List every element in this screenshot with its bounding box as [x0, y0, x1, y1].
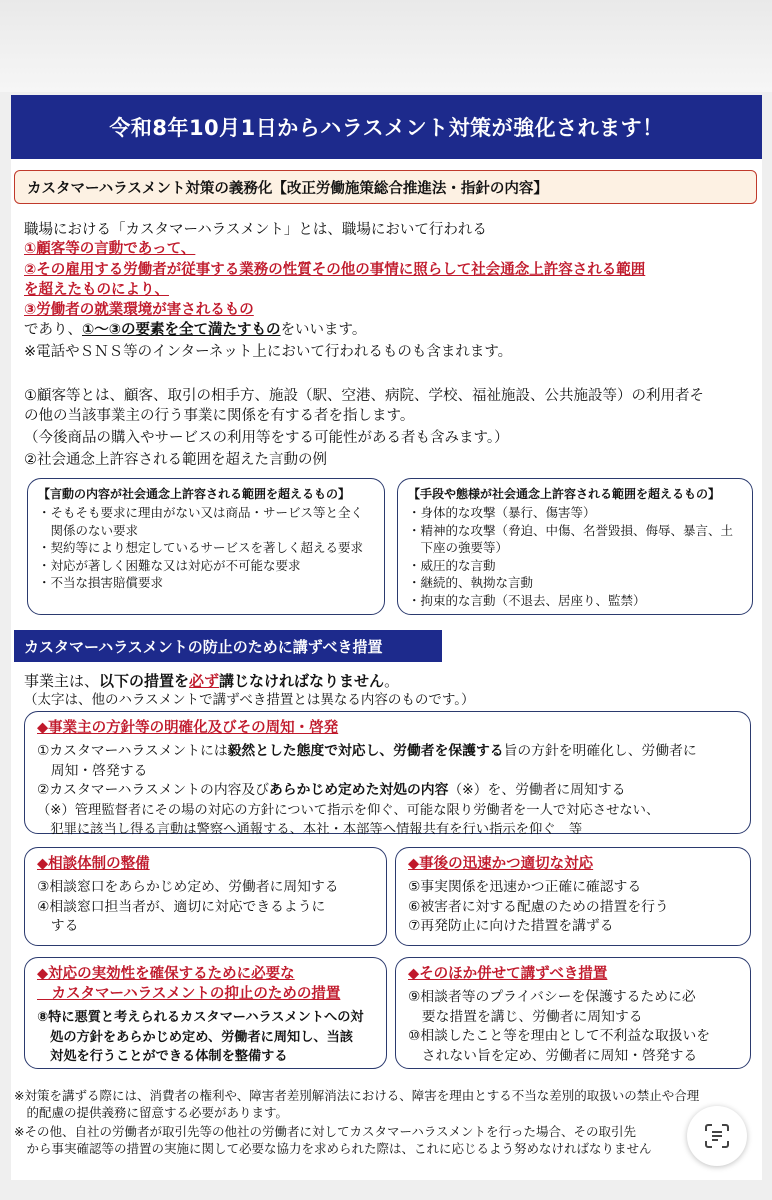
- list-item: ⑥被害者に対する配慮のための措置を行う: [408, 898, 669, 915]
- measure-box-policy: [24, 711, 751, 837]
- footnote-1b: 的配慮の提供義務に留意する必要があります。: [14, 1105, 289, 1120]
- list-item: ⑧特に悪質と考えられるカスタマーハラスメントへの対: [37, 1010, 364, 1025]
- definition-line: であり、①～③の要素を全て満たすものをいいます。: [24, 322, 367, 338]
- list-item: ・拘束的な言動（不退去、居座り、監禁）: [408, 592, 646, 608]
- must-emphasis: 必ず: [189, 672, 220, 690]
- top-bar: [0, 0, 772, 92]
- bold-note: （太字は、他のハラスメントで講ずべき措置とは異なる内容のものです。）: [24, 692, 475, 708]
- text-scan-button[interactable]: [687, 1106, 747, 1166]
- example-box-content: [27, 478, 385, 615]
- example-box-method-title: 【手段や態様が社会通念上許容される範囲を超えるもの】: [408, 487, 721, 501]
- list-item: ・精神的な攻撃（脅迫、中傷、名誉毀損、侮辱、暴言、土: [408, 522, 734, 538]
- list-item: 処の方針をあらかじめ定め、労働者に周知し、当該: [37, 1029, 353, 1045]
- list-item: 周知・啓発する: [37, 762, 148, 779]
- list-item: ⑦再発防止に向けた措置を講ずる: [408, 918, 614, 934]
- definition-bold: ①～③の要素を全て満たすもの: [82, 322, 281, 338]
- list-item: ⑨相談者等のプライバシーを保護するために必: [408, 989, 696, 1005]
- measure-box-deterrence: [24, 957, 387, 1069]
- explanation-1c: （今後商品の購入やサービスの利用等をする可能性がある者も含みます。）: [24, 430, 509, 446]
- list-item: ②カスタマーハラスメントの内容及びあらかじめ定めた対処の内容（※）を、労働者に周知する: [37, 782, 626, 798]
- list-item: されない旨を定め、労働者に周知・啓発する: [408, 1047, 698, 1064]
- explanation-1a: ①顧客等とは、顧客、取引の相手方、施設（駅、空港、病院、学校、福祉施設、公共施設等）の利用者そ: [24, 388, 704, 404]
- list-item: ・そもそも要求に理由がない又は商品・サービス等と全く: [38, 505, 364, 520]
- requirement-1: ①顧客等の言動であって、: [24, 241, 196, 257]
- measure-other-title: ◆そのほか併せて講ずべき措置: [408, 966, 608, 982]
- sns-note: ※電話やＳＮＳ等のインターネット上において行われるものも含まれます。: [24, 344, 513, 360]
- list-item: 要な措置を講じ、労働者に周知する: [408, 1008, 643, 1025]
- employer-obligation: 事業主は、以下の措置を必ず講じなければなりません。: [24, 672, 400, 690]
- measure-box-response: [395, 847, 751, 946]
- measure-box-other: [395, 957, 751, 1069]
- intro-text: 職場における「カスタマーハラスメント」とは、職場において行われる: [24, 222, 487, 238]
- requirement-2a: ②その雇用する労働者が従事する業務の性質その他の事情に照らして社会通念上許容される範囲: [24, 262, 646, 278]
- list-item: 関係のない要求: [38, 522, 139, 538]
- footnote-2a: ※その他、自社の労働者が取引先等の他社の労働者に対してカスタマーハラスメントを行った場合、その取引先: [14, 1124, 636, 1139]
- footnote-1a: ※対策を講ずる際には、消費者の権利や、障害者差別解消法における、障害を理由とする不当な差別的取扱いの禁止や合理: [14, 1088, 700, 1103]
- text-scan-icon: [703, 1122, 731, 1150]
- list-item: ①カスタマーハラスメントには毅然とした態度で対応し、労働者を保護する旨の方針を明確化し、労働者に: [37, 743, 697, 759]
- measure-box-consultation: [24, 847, 387, 946]
- list-item: 対処を行うことができる体制を整備する: [37, 1049, 288, 1064]
- document-page: [11, 95, 762, 1180]
- list-item: ・威圧的な言動: [408, 557, 496, 573]
- explanation-1b: の他の当該事業主の行う事業に関係を有する者を指します。: [24, 408, 415, 424]
- footnote-2b: から事実確認等の措置の実施に関して必要な協力を求められた際は、これに応じるよう努めなければなりません: [14, 1141, 652, 1156]
- example-box-content-title: 【言動の内容が社会通念上許容される範囲を超えるもの】: [38, 487, 351, 501]
- measure-response-title: ◆事後の迅速かつ適切な対応: [408, 856, 594, 872]
- example-box-method: [397, 478, 753, 615]
- list-item: （※）管理監督者にその場の対応の方針について指示を仰ぐ、可能な限り労働者を一人で対応させない、: [37, 802, 660, 818]
- document-title: 令和8年10月1日からハラスメント対策が強化されます！: [11, 95, 762, 159]
- requirement-2b: を超えたものにより、: [24, 282, 169, 298]
- explanation-2: ②社会通念上許容される範囲を超えた言動の例: [24, 452, 327, 468]
- list-item: ⑩相談したこと等を理由として不利益な取扱いを: [408, 1028, 711, 1044]
- list-item: 下座の強要等）: [408, 540, 509, 555]
- list-item: ・身体的な攻撃（暴行、傷害等）: [408, 505, 596, 520]
- list-item: ・対応が著しく困難な又は対応が不可能な要求: [38, 557, 301, 573]
- list-item: する: [37, 918, 79, 934]
- list-item: ・契約等により想定しているサービスを著しく超える要求: [38, 540, 364, 555]
- section-header-measures: カスタマーハラスメントの防止のために講ずべき措置: [14, 630, 442, 662]
- list-item: ③相談窓口をあらかじめ定め、労働者に周知する: [37, 879, 339, 895]
- list-item: 犯罪に該当し得る言動は警察へ通報する、本社・本部等へ情報共有を行い指示を仰ぐ 等: [37, 822, 583, 837]
- section-header-obligation: カスタマーハラスメント対策の義務化【改正労働施策総合推進法・指針の内容】: [14, 170, 757, 204]
- requirement-3: ③労働者の就業環境が害されるもの: [24, 302, 254, 318]
- list-item: ④相談窓口担当者が、適切に対応できるように: [37, 898, 326, 915]
- list-item: ・不当な損害賠償要求: [38, 575, 164, 590]
- measure-policy-title: ◆事業主の方針等の明確化及びその周知・啓発: [37, 720, 339, 736]
- list-item: ⑤事実関係を迅速かつ正確に確認する: [408, 879, 642, 895]
- list-item: ・継続的、執拗な言動: [408, 575, 534, 590]
- measure-deterrence-title-2: カスタマーハラスメントの抑止のための措置: [37, 986, 341, 1002]
- measure-consultation-title: ◆相談体制の整備: [37, 856, 150, 872]
- measure-deterrence-title-1: ◆対応の実効性を確保するために必要な: [37, 966, 295, 982]
